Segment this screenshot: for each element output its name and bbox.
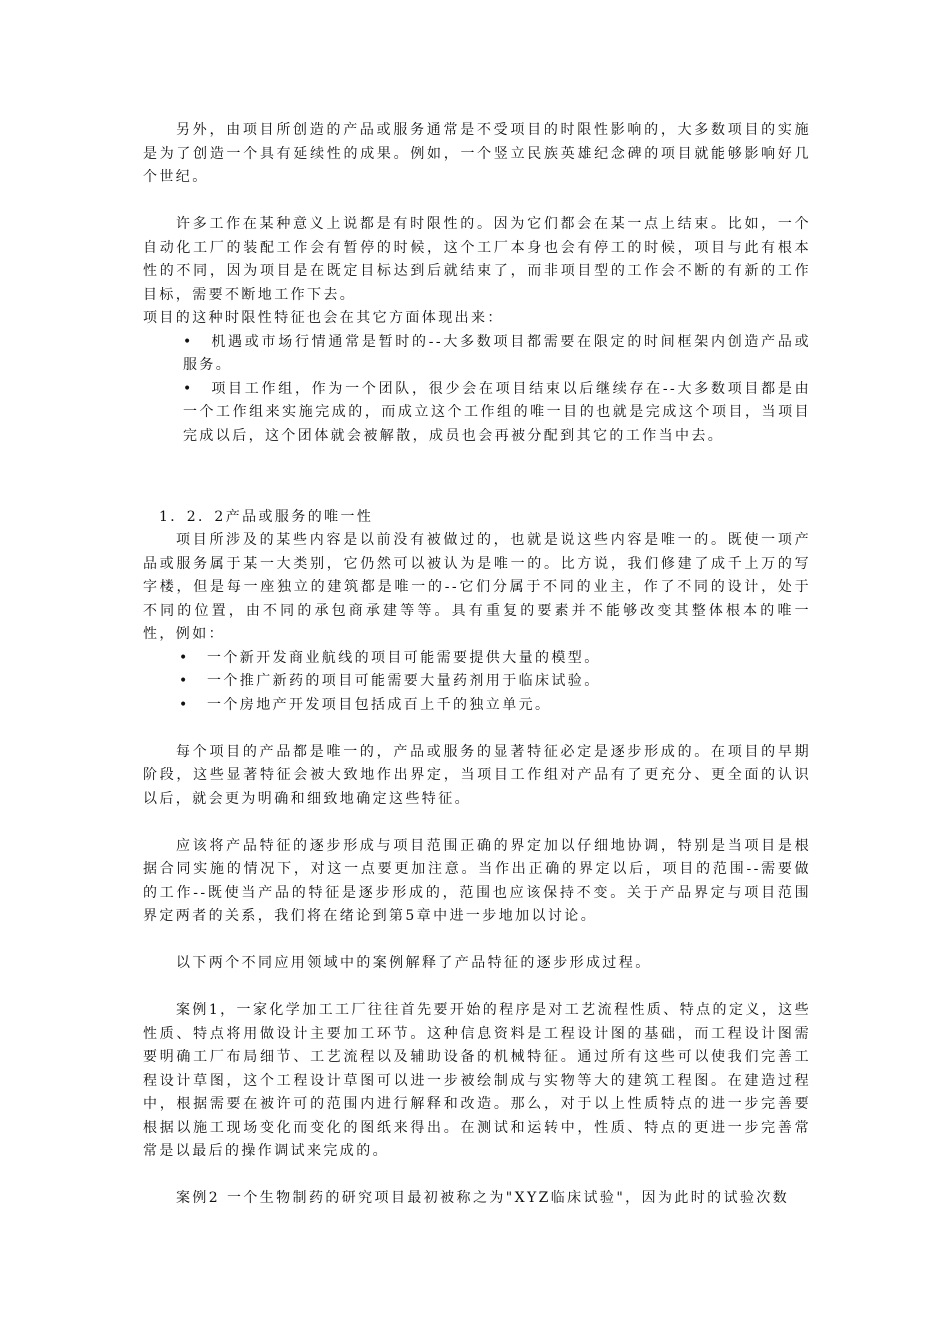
bullet-item-market-window xyxy=(143,331,811,378)
paragraph-gap xyxy=(143,717,811,741)
paragraph-gap xyxy=(143,811,811,835)
paragraph-progressive-elaboration: 每个项目的产品都是唯一的，产品或服务的显著特征必定是逐步形成的。在项目的早期阶段，这些显著特征会被大致地作出界定，当项目工作组对产品有了更充分、更全面的认识以后，就会更为明确和细致地确定这些特征。 xyxy=(143,743,811,807)
section-gap xyxy=(143,482,811,506)
bullet-text: 一个推广新药的项目可能需要大量药剂用于临床试验。 xyxy=(207,673,601,689)
paragraph-gap xyxy=(143,929,811,953)
bullet-icon: • xyxy=(183,380,194,397)
bullet-text: 机遇或市场行情通常是暂时的--大多数项目都需要在限定的时间框架内创造产品或服务。 xyxy=(183,333,811,373)
bullet-item-new-drug xyxy=(143,670,811,694)
paragraph-gap xyxy=(143,190,811,214)
paragraph-examples-intro: 以下两个不同应用领域中的案例解释了产品特征的逐步形成过程。 xyxy=(176,955,652,971)
bullet-item-project-team xyxy=(143,378,811,449)
paragraph-scope-coordination: 应该将产品特征的逐步形成与项目范围正确的界定加以仔细地协调，特别是当项目是根据合同实施的情况下，对这一点要更加注意。当作出正确的界定以后，项目的范围--需要做的工作--既使当产品的特征是逐步形成的，范围也应该保持不变。关于产品界定与项目范围界定两者的关系，我们将在绪论到第5章中进一步地加以讨论。 xyxy=(143,837,811,924)
bullet-item-real-estate xyxy=(143,694,811,718)
paragraph-case-2: 案例2 一个生物制药的研究项目最初被称之为"XYZ临床试验"，因为此时的试验次数 xyxy=(176,1190,790,1206)
paragraph-temporary-aspects: 项目的这种时限性特征也会在其它方面体现出来： xyxy=(143,310,504,326)
section-gap xyxy=(143,448,811,482)
paragraph-temporary-work: 许多工作在某种意义上说都是有时限性的。因为它们都会在某一点上结束。比如，一个自动化工厂的装配工作会有暂停的时候，这个工厂本身也会有停工的时候，项目与此有根本性的不同，因为项目是在既定目标达到后就结束了，而非项目型的工作会不断的有新的工作目标，需要不断地工作下去。 xyxy=(143,216,811,303)
bullet-icon: • xyxy=(183,333,194,350)
paragraph-uniqueness: 项目所涉及的某些内容是以前没有被做过的，也就是说这些内容是唯一的。既使一项产品或服务属于某一大类别，它仍然可以被认为是唯一的。比方说，我们修建了成千上万的写字楼，但是每一座独立的建筑都是唯一的--它们分属于不同的业主，作了不同的设计，处于不同的位置，由不同的承包商承建等等。具有重复的要素并不能够改变其整体根本的唯一性，例如： xyxy=(143,532,811,642)
paragraph-project-outcome-duration: 另外，由项目所创造的产品或服务通常是不受项目的时限性影响的，大多数项目的实施是为了创造一个具有延续性的成果。例如，一个竖立民族英雄纪念碑的项目就能够影响好几个世纪。 xyxy=(143,122,811,185)
paragraph-gap xyxy=(143,1164,811,1188)
bullet-text: 一个房地产开发项目包括成百上千的独立单元。 xyxy=(207,696,552,713)
document-page xyxy=(143,119,811,1211)
paragraph-gap xyxy=(143,976,811,1000)
bullet-text: 项目工作组，作为一个团队，很少会在项目结束以后继续存在--大多数项目都是由一个工作组来实施完成的，而成立这个工作组的唯一目的也就是完成这个项目，当项目完成以后，这个团体就会被解散，成员也会再被分配到其它的工作当中去。 xyxy=(183,380,811,444)
bullet-icon: • xyxy=(179,649,190,666)
bullet-text: 一个新开发商业航线的项目可能需要提供大量的模型。 xyxy=(207,649,601,666)
paragraph-case-1: 案例1，一家化学加工工厂往往首先要开始的程序是对工艺流程性质、特点的定义，这些性质、特点将用做设计主要加工环节。这种信息资料是工程设计图的基础，而工程设计图需要明确工厂布局细节、工艺流程以及辅助设备的机械特征。通过所有这些可以使我们完善工程设计草图，这个工程设计草图可以进一步被绘制成与实物等大的建筑工程图。在建造过程中，根据需要在被许可的范围内进行解释和改造。那么，对于以上性质特点的进一步完善要根据以施工现场变化而变化的图纸来得出。在测试和运转中，性质、特点的更进一步完善常常是以最后的操作调试来完成的。 xyxy=(143,1002,811,1159)
bullet-item-airline-models xyxy=(143,647,811,671)
section-heading-uniqueness: 1．2．2产品或服务的唯一性 xyxy=(159,508,374,525)
bullet-icon: • xyxy=(179,696,190,713)
bullet-icon: • xyxy=(179,673,190,689)
